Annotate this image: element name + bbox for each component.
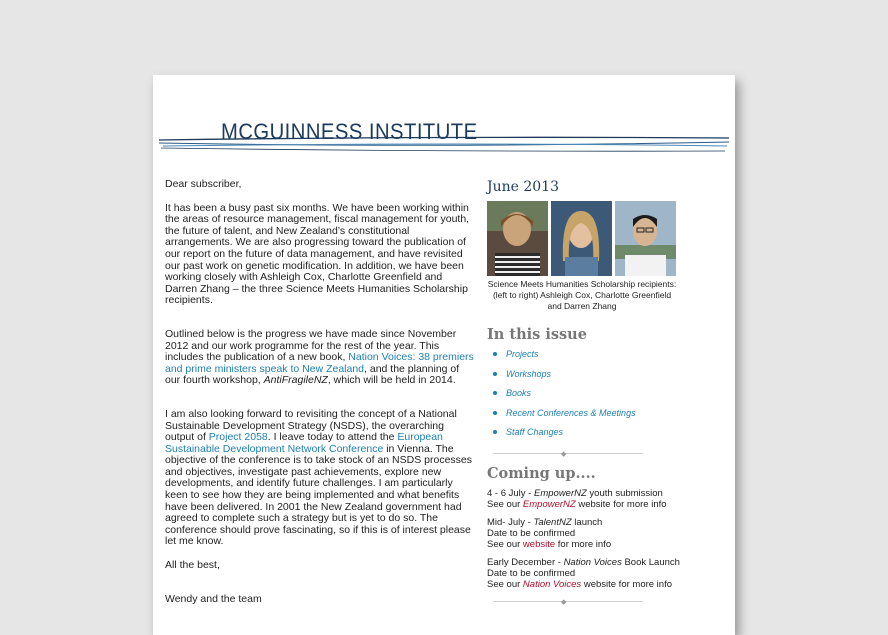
issue-item-label: Recent Conferences & Meetings [506, 407, 636, 418]
letter-greeting: Dear subscriber, [165, 178, 242, 190]
event-talentnz [487, 517, 687, 550]
event-date: Mid- July - [487, 516, 534, 528]
text: I am also looking forward to revisiting the concept of a National Sustainable Development Strategy (NSDS), the overarching output of [165, 407, 457, 444]
letter-paragraph-1: It has been a busy past six months. We have been working within the areas of resource management, fiscal management for youth, the future of talent, and New Zealand’s constitutional arrangements. We are also progressing toward the publication of our report on the future of data management, and have revisited our past work on genetic modification. In addition, we have been working closely with Ashleigh Cox, Charlotte Greenfield and Darren Zhang – the three Science Meets Humanities Scholarship recipients. [165, 201, 470, 307]
divider-ornament-icon: ◆ [561, 450, 567, 458]
bullet-icon [493, 372, 497, 376]
project-2058-link[interactable]: Project 2058 [208, 431, 268, 444]
issue-item-workshops[interactable] [493, 369, 687, 389]
text: for more info [555, 538, 612, 550]
event-name: TalentNZ [533, 516, 572, 528]
photo-caption: Science Meets Humanities Scholarship recipients: (left to right) Ashleigh Cox, Charlotte Greenfield and Darren Zhang [487, 279, 677, 311]
text: in Vienna. The objective of the conference is to take stock of an NSDS processes and objectives, investigate past achievements, explore new developments, and identify future challenges. I am particularly keen to see how they are being implemented and what benefits have been delivered. In 2001 the New Zealand government had agreed to complete such a strategy but is yet to do so. The conference should prove fascinating, so if this is of interest please let me know. [165, 442, 472, 548]
sidebar [487, 179, 687, 605]
event-name: EmpowerNZ [534, 487, 587, 499]
issue-list [487, 349, 687, 447]
section-divider-bottom [493, 597, 643, 605]
text: website for more info [575, 498, 667, 510]
photo-ashleigh-cox [487, 201, 548, 276]
photo-charlotte-greenfield [551, 201, 612, 276]
masthead-title: MCGUINNESS INSTITUTE [221, 119, 478, 144]
event-date-note: Date to be confirmed [487, 567, 576, 579]
event-desc: youth submission [586, 487, 663, 499]
letter-body [165, 179, 475, 617]
coming-up-title: Coming up.... [487, 464, 596, 482]
nation-voices-book-link[interactable]: Nation Voices: 38 premiers and prime ministers speak to New Zealand [165, 351, 474, 375]
event-desc: Book Launch [621, 556, 680, 568]
text: . I leave today to attend the [267, 431, 398, 444]
letter-paragraph-2 [165, 329, 475, 387]
text: Outlined below is the progress we have made since November 2012 and our work programme for the rest of the year. This includes the publication of a new book, [165, 327, 457, 364]
letter-signature: Wendy and the team [165, 592, 262, 605]
text: See our [487, 498, 523, 510]
issue-item-label: Staff Changes [506, 427, 564, 437]
masthead-swoosh-lines [159, 132, 734, 156]
newsletter-page [153, 75, 735, 635]
issue-month: June 2013 [487, 179, 560, 195]
event-empowernz [487, 488, 687, 510]
issue-item-staff-changes[interactable] [493, 427, 687, 447]
text: See our [487, 578, 523, 590]
event-desc: launch [571, 516, 603, 528]
issue-item-projects[interactable] [493, 349, 687, 369]
issue-item-label: Workshops [506, 368, 552, 379]
event-date: Early December - [487, 556, 564, 568]
letter-paragraph-3 [165, 409, 475, 548]
issue-item-label: Books [506, 388, 532, 398]
event-nation-voices-launch [487, 557, 687, 590]
event-name: Nation Voices [563, 556, 622, 568]
event-date: 4 - 6 July - [487, 487, 534, 499]
in-this-issue-title: In this issue [487, 326, 587, 343]
empowernz-website-link[interactable]: EmpowerNZ [522, 498, 576, 510]
talentnz-website-link[interactable]: website [522, 538, 556, 550]
text: website for more info [581, 578, 673, 590]
issue-item-label: Projects [506, 349, 539, 359]
event-date-note: Date to be confirmed [487, 527, 576, 539]
section-divider [493, 449, 643, 457]
letter-closing: All the best, [165, 559, 220, 572]
bullet-icon [493, 411, 497, 415]
workshop-name: AntiFragileNZ [263, 374, 328, 387]
issue-item-recent-conferences[interactable] [493, 408, 687, 428]
issue-item-books[interactable] [493, 388, 687, 408]
scholarship-photos [487, 201, 687, 276]
text: See our [487, 538, 523, 550]
photo-darren-zhang [615, 201, 676, 276]
esdn-conference-link[interactable]: European Sustainable Development Network Conference [165, 431, 443, 455]
bullet-icon [493, 352, 497, 356]
bullet-icon [493, 391, 497, 395]
bullet-icon [493, 430, 497, 434]
nation-voices-website-link[interactable]: Nation Voices [522, 578, 582, 590]
text: , and the planning of our fourth workshop, [165, 362, 460, 387]
text: , which will be held in 2014. [327, 374, 456, 387]
divider-ornament-icon: ◆ [561, 598, 567, 606]
